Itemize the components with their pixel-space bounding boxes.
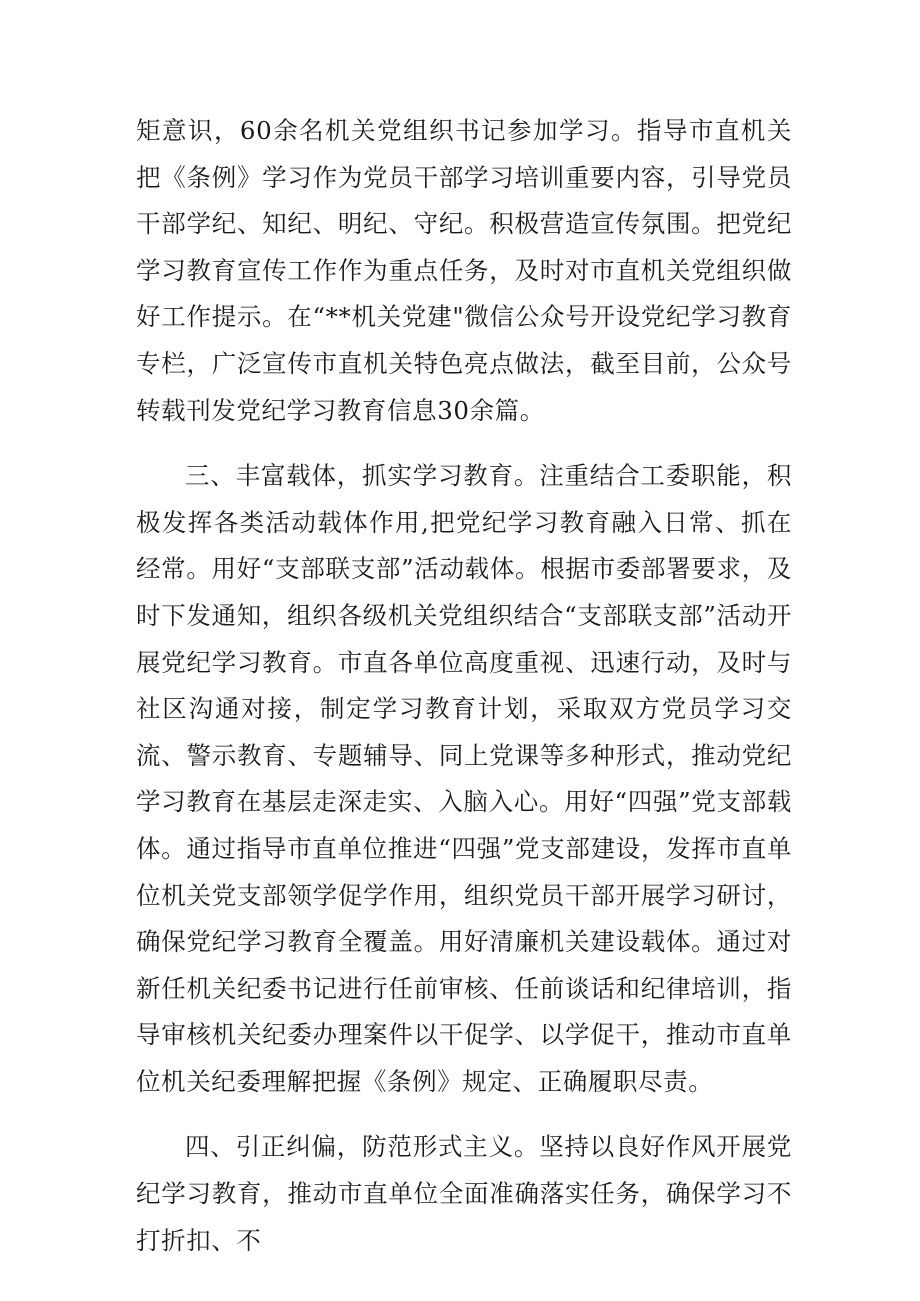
- paragraph-continued: 矩意识，60余名机关党组织书记参加学习。指导市直机关把《条例》学习作为党员干部学习培训重要内容，引导党员干部学纪、知纪、明纪、守纪。积极营造宣传氛围。把党纪学习教育宣传工作作为重点任务，及时对市直机关党组织做好工作提示。在“**机关党建"微信公众号开设党纪学习教育专栏，广泛宣传市直机关特色亮点做法，截至目前，公众号转载刊发党纪学习教育信息30余篇。: [136, 116, 792, 425]
- paragraph-section-three: 三、丰富载体，抓实学习教育。注重结合工委职能，积极发挥各类活动载体作用,把党纪学习教育融入日常、抓在经常。用好“支部联支部”活动载体。根据市委部署要求，及时下发通知，组织各级机关党组织结合“支部联支部”活动开展党纪学习教育。市直各单位高度重视、迅速行动，及时与社区沟通对接，制定学习教育计划，采取双方党员学习交流、警示教育、专题辅导、同上党课等多种形式，推动党纪学习教育在基层走深走实、入脑入心。用好“四强”党支部载体。通过指导市直单位推进“四强”党支部建设，发挥市直单位机关党支部领学促学作用，组织党员干部开展学习研讨，确保党纪学习教育全覆盖。用好清廉机关建设载体。通过对新任机关纪委书记进行任前审核、任前谈话和纪律培训，指导审核机关纪委办理案件以干促学、以学促干，推动市直单位机关纪委理解把握《条例》规定、正确履职尽责。: [136, 461, 792, 1096]
- paragraph-section-four: 四、引正纠偏，防范形式主义。坚持以良好作风开展党纪学习教育，推动市直单位全面准确落实任务，确保学习不打折扣、不: [136, 1132, 792, 1255]
- document-body: [136, 108, 792, 1264]
